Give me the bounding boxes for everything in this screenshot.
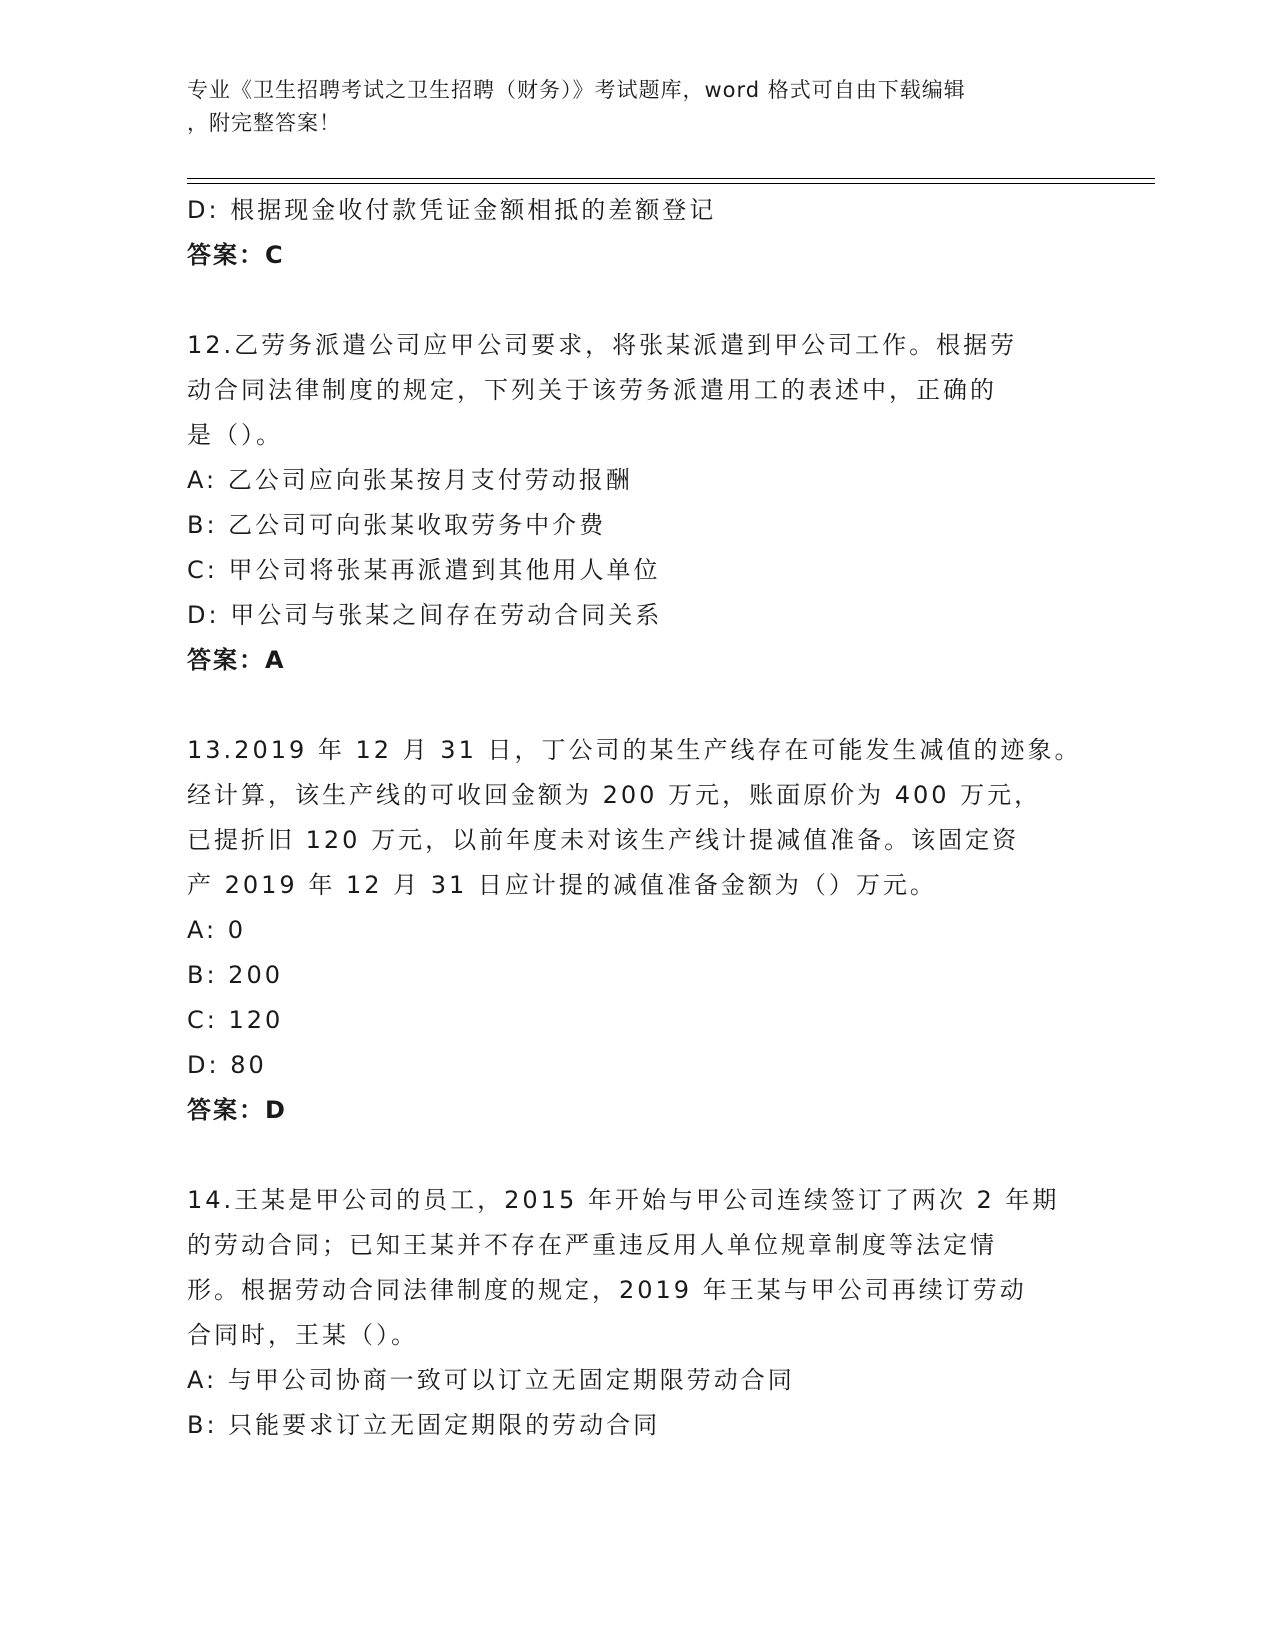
header-line-2: ，附完整答案！	[187, 111, 341, 135]
question-content	[187, 188, 1087, 1448]
q12-stem-line: 12.乙劳务派遣公司应甲公司要求，将张某派遣到甲公司工作。根据劳	[187, 331, 1018, 359]
q14-stem-line: 形。根据劳动合同法律制度的规定，2019 年王某与甲公司再续订劳动	[187, 1276, 1027, 1304]
spacer	[187, 683, 1087, 728]
q13-answer: 答案：D	[187, 1096, 287, 1124]
spacer	[187, 1133, 1087, 1178]
q13-stem-line: 13.2019 年 12 月 31 日，丁公司的某生产线存在可能发生减值的迹象。	[187, 736, 1082, 764]
q13-option-a: A: 0	[187, 916, 246, 944]
spacer	[187, 278, 1087, 323]
q13-stem	[187, 728, 1087, 908]
q13-stem-line: 产 2019 年 12 月 31 日应计提的减值准备金额为（）万元。	[187, 871, 937, 899]
q14-stem	[187, 1178, 1087, 1358]
q12-option-a: A: 乙公司应向张某按月支付劳动报酬	[187, 466, 633, 494]
q12-option-b: B: 乙公司可向张某收取劳务中介费	[187, 511, 607, 539]
q14-option-a: A: 与甲公司协商一致可以订立无固定期限劳动合同	[187, 1366, 795, 1394]
q13-option-c: C: 120	[187, 1006, 284, 1034]
q13-stem-line: 经计算，该生产线的可收回金额为 200 万元，账面原价为 400 万元，	[187, 781, 1042, 809]
q13-option-d: D: 80	[187, 1051, 267, 1079]
q12-stem	[187, 323, 1087, 458]
q12-option-c: C: 甲公司将张某再派遣到其他用人单位	[187, 556, 661, 584]
header-line-1: 专业《卫生招聘考试之卫生招聘（财务）》考试题库，word 格式可自由下载编辑	[187, 78, 966, 102]
q11-option-d: D: 根据现金收付款凭证金额相抵的差额登记	[187, 196, 717, 224]
q14-option-b: B: 只能要求订立无固定期限的劳动合同	[187, 1411, 661, 1439]
q13-option-b: B: 200	[187, 961, 283, 989]
document-header	[187, 74, 1087, 140]
header-rule-top	[187, 178, 1155, 179]
q12-answer: 答案：A	[187, 646, 286, 674]
q14-stem-line: 的劳动合同；已知王某并不存在严重违反用人单位规章制度等法定情	[187, 1231, 997, 1259]
header-rule-bottom	[187, 183, 1155, 184]
q13-stem-line: 已提折旧 120 万元，以前年度未对该生产线计提减值准备。该固定资	[187, 826, 1020, 854]
q12-stem-line: 是（）。	[187, 421, 283, 449]
q14-stem-line: 14.王某是甲公司的员工，2015 年开始与甲公司连续签订了两次 2 年期	[187, 1186, 1060, 1214]
q14-stem-line: 合同时，王某（）。	[187, 1321, 418, 1349]
q12-option-d: D: 甲公司与张某之间存在劳动合同关系	[187, 601, 663, 629]
q11-answer: 答案：C	[187, 241, 285, 269]
q12-stem-line: 动合同法律制度的规定，下列关于该劳务派遣用工的表述中，正确的	[187, 376, 997, 404]
